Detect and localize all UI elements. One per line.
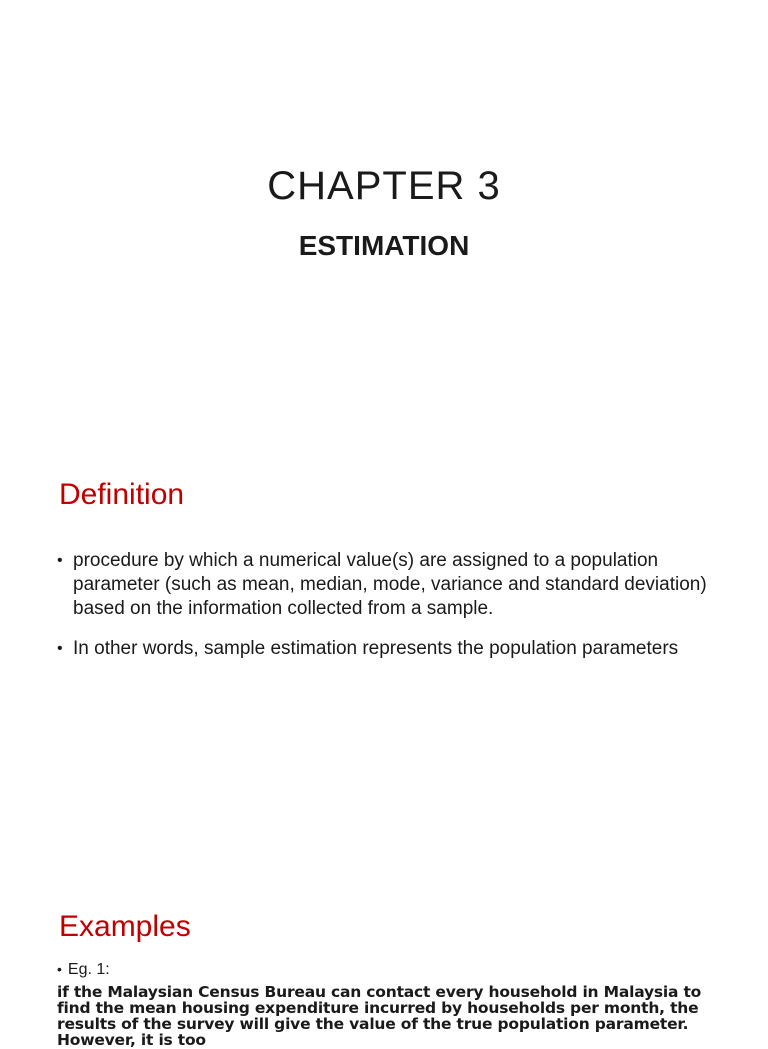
examples-heading: Examples [59, 910, 191, 943]
chapter-title: CHAPTER 3 [267, 164, 501, 208]
definition-heading: Definition [59, 478, 185, 511]
bullet-icon: • [57, 640, 63, 657]
definition-bullet-list [57, 549, 717, 677]
example-paragraph: if the Malaysian Census Bureau can contact every household in Malaysia to find the mean housing expenditure incurred by households per month, the results of the survey will give the value of the true population parameter. However, it is too [57, 983, 702, 1049]
slide-title [0, 0, 768, 432]
bullet-icon: • [57, 552, 63, 569]
example-label-line [57, 959, 110, 980]
definition-bullet-2 [57, 637, 717, 661]
definition-bullet-text: procedure by which a numerical value(s) are assigned to a population parameter (such as mean, median, mode, variance and standard deviation) based on the information collected from a sample. [73, 550, 707, 619]
example-label: Eg. 1: [67, 961, 110, 978]
chapter-subtitle: ESTIMATION [298, 230, 470, 261]
definition-bullet-1 [57, 549, 717, 621]
bullet-icon: • [57, 961, 62, 977]
definition-bullet-text: In other words, sample estimation represents the population parameters [73, 638, 679, 659]
slide-definition [0, 432, 768, 864]
slide-examples [0, 864, 768, 1049]
